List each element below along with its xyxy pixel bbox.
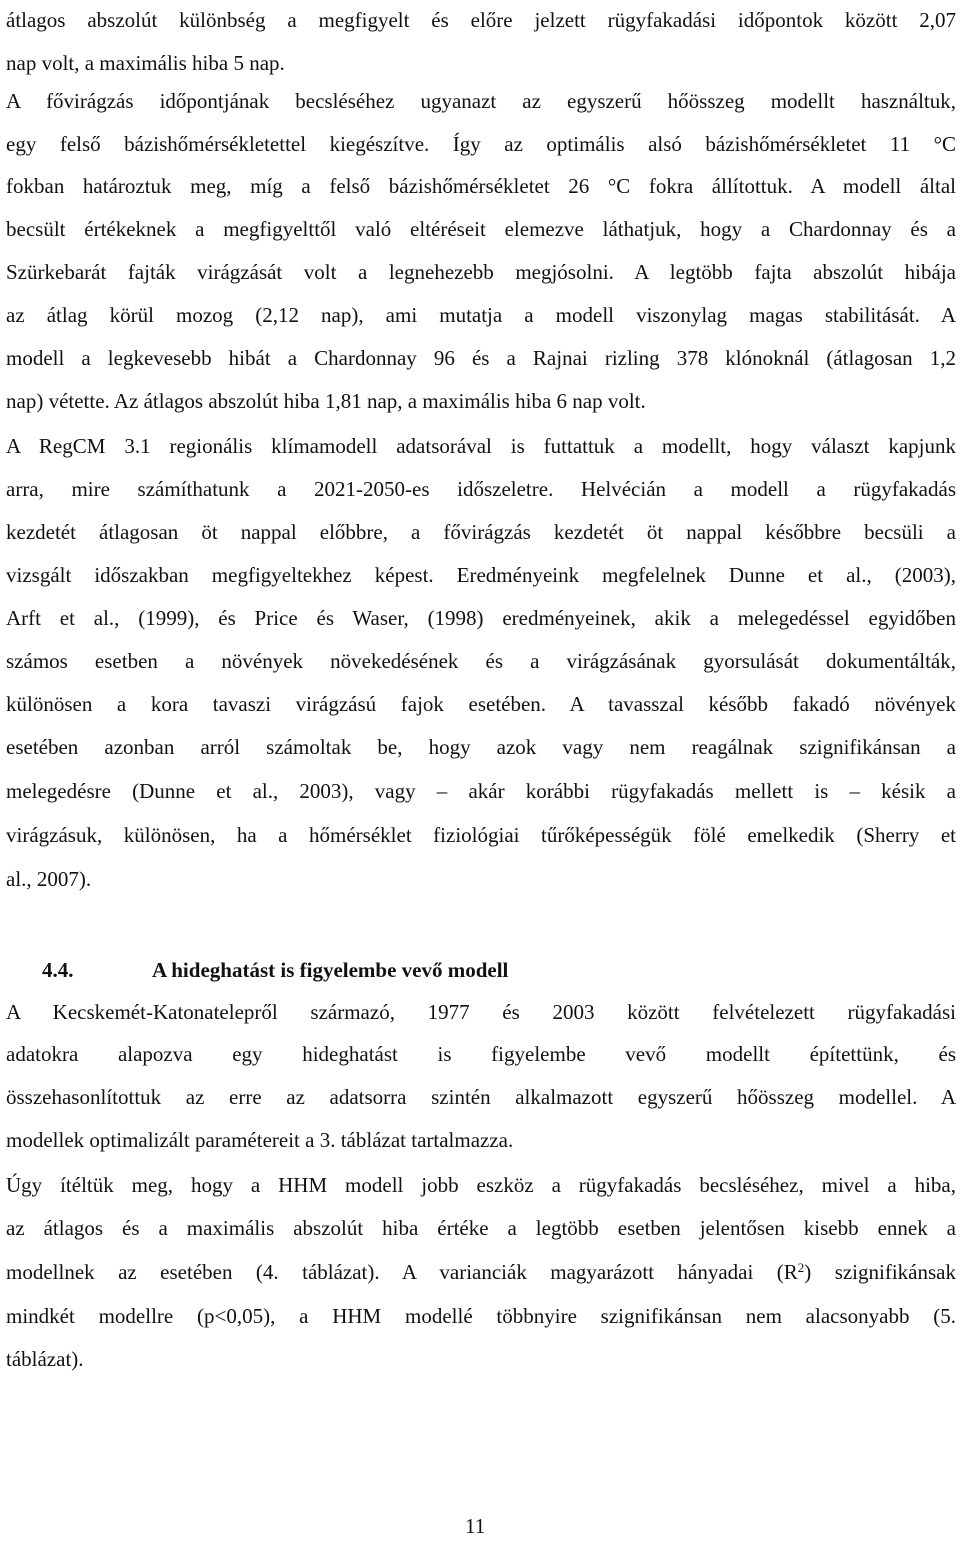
text-segment: ) szignifikánsak <box>804 1260 956 1284</box>
text-line: becsült értékeknek a megfigyelttől való eltéréseit elemezve láthatjuk, hogy a Chardonnay és a <box>6 217 956 241</box>
text-line: fokban határoztuk meg, míg a felső bázishőmérsékletet 26 °C fokra állítottuk. A modell által <box>6 174 956 198</box>
text-line: Arft et al., (1999), és Price és Waser, (1998) eredményeinek, akik a melegedéssel egyidőben <box>6 606 956 630</box>
text-segment: modellnek az esetében (4. táblázat). A varianciák magyarázott hányadai (R <box>6 1260 798 1284</box>
section-number: 4.4. <box>42 958 74 982</box>
text-line: különösen a kora tavaszi virágzású fajok esetében. A tavasszal később fakadó növények <box>6 692 956 716</box>
text-line: A fővirágzás időpontjának becsléséhez ugyanazt az egyszerű hőösszeg modellt használtuk, <box>6 89 956 113</box>
text-line: táblázat). <box>6 1347 84 1371</box>
text-line: A RegCM 3.1 regionális klímamodell adatsorával is futtattuk a modellt, hogy választ kapjunk <box>6 434 956 458</box>
text-line: az átlag körül mozog (2,12 nap), ami mutatja a modell viszonylag magas stabilitását. A <box>6 303 956 327</box>
text-line: nap) vétette. Az átlagos abszolút hiba 1,81 nap, a maximális hiba 6 nap volt. <box>6 389 646 413</box>
text-line: modellek optimalizált paramétereit a 3. táblázat tartalmazza. <box>6 1128 514 1152</box>
text-line: al., 2007). <box>6 867 92 891</box>
section-title: A hideghatást is figyelembe vevő modell <box>152 958 509 982</box>
text-line: arra, mire számíthatunk a 2021-2050-es időszeletre. Helvécián a modell a rügyfakadás <box>6 477 956 501</box>
text-line: melegedésre (Dunne et al., 2003), vagy – akár korábbi rügyfakadás mellett is – késik a <box>6 779 956 803</box>
text-line-with-superscript <box>6 1257 956 1287</box>
text-line: virágzásuk, különösen, ha a hőmérséklet fiziológiai tűrőképességük fölé emelkedik (Sherry et <box>6 823 956 847</box>
text-line: összehasonlítottuk az erre az adatsorra szintén alkalmazott egyszerű hőösszeg modellel. A <box>6 1085 956 1109</box>
text-line: Úgy ítéltük meg, hogy a HHM modell jobb eszköz a rügyfakadás becsléséhez, mivel a hiba, <box>6 1173 956 1197</box>
text-line: egy felső bázishőmérsékletettel kiegészítve. Így az optimális alsó bázishőmérsékletet 11 °C <box>6 132 956 156</box>
text-line: esetében azonban arról számoltak be, hogy azok vagy nem reagálnak szignifikánsan a <box>6 735 956 759</box>
text-line: kezdetét átlagosan öt nappal előbbre, a fővirágzás kezdetét öt nappal későbbre becsüli a <box>6 520 956 544</box>
text-line: Szürkebarát fajták virágzását volt a legnehezebb megjósolni. A legtöbb fajta abszolút hibája <box>6 260 956 284</box>
text-line: vizsgált időszakban megfigyeltekhez képest. Eredményeink megfelelnek Dunne et al., (2003), <box>6 563 956 587</box>
text-line: adatokra alapozva egy hideghatást is figyelembe vevő modellt építettünk, és <box>6 1042 956 1066</box>
text-line: az átlagos és a maximális abszolút hiba értéke a legtöbb esetben jelentősen kisebb ennek a <box>6 1216 956 1240</box>
text-line: mindkét modellre (p<0,05), a HHM modellé többnyire szignifikánsan nem alacsonyabb (5. <box>6 1304 956 1328</box>
text-line: modell a legkevesebb hibát a Chardonnay 96 és a Rajnai rizling 378 klónoknál (átlagosan 1,2 <box>6 346 956 370</box>
text-line: számos esetben a növények növekedésének és a virágzásának gyorsulását dokumentálták, <box>6 649 956 673</box>
text-line: A Kecskemét-Katonatelepről származó, 1977 és 2003 között felvételezett rügyfakadási <box>6 1000 956 1024</box>
page-number: 11 <box>465 1514 486 1538</box>
text-line: nap volt, a maximális hiba 5 nap. <box>6 51 285 75</box>
superscript: 2 <box>797 1260 805 1275</box>
text-line: átlagos abszolút különbség a megfigyelt és előre jelzett rügyfakadási időpontok között 2,07 <box>6 8 956 32</box>
